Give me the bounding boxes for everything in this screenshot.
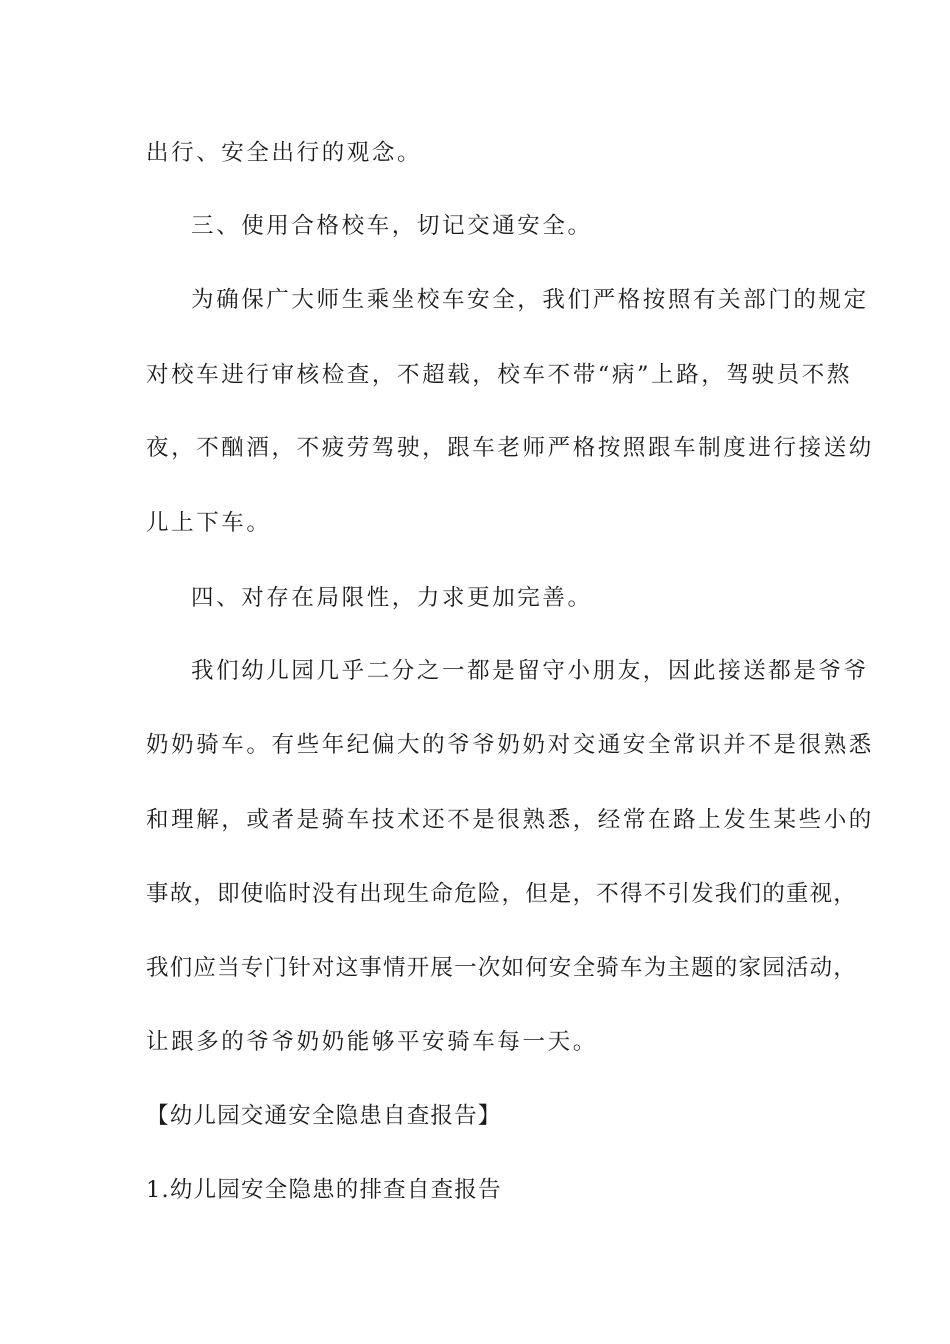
paragraph-line: 出行、安全出行的观念。 [146, 140, 423, 166]
paragraph-line: 让跟多的爷爷奶奶能够平安骑车每一天。 [146, 1029, 598, 1055]
report-title: 【幼儿园交通安全隐患自查报告】 [146, 1103, 502, 1129]
paragraph-line: 事故，即使临时没有出现生命危险，但是，不得不引发我们的重视， [146, 881, 858, 907]
paragraph-line: 儿上下车。 [146, 510, 272, 536]
paragraph-line: 奶奶骑车。有些年纪偏大的爷爷奶奶对交通安全常识并不是很熟悉 [146, 732, 874, 758]
paragraph-line: 和理解，或者是骑车技术还不是很熟悉，经常在路上发生某些小的 [146, 807, 874, 833]
paragraph-line: 夜，不酗酒，不疲劳驾驶，跟车老师严格按照跟车制度进行接送幼 [146, 435, 874, 461]
paragraph-line: 我们幼儿园几乎二分之一都是留守小朋友，因此接送都是爷爷 [191, 658, 869, 684]
report-subtitle: 1.幼儿园安全隐患的排查自查报告 [146, 1177, 502, 1203]
paragraph-line: 对校车进行审核检查，不超载，校车不带“病”上路，驾驶员不熬 [146, 362, 852, 388]
paragraph-line: 我们应当专门针对这事情开展一次如何安全骑车为主题的家园活动， [146, 955, 858, 981]
section-heading: 四、对存在局限性，力求更加完善。 [191, 585, 593, 611]
section-heading: 三、使用合格校车，切记交通安全。 [191, 213, 593, 239]
paragraph-line: 为确保广大师生乘坐校车安全，我们严格按照有关部门的规定 [191, 287, 869, 313]
